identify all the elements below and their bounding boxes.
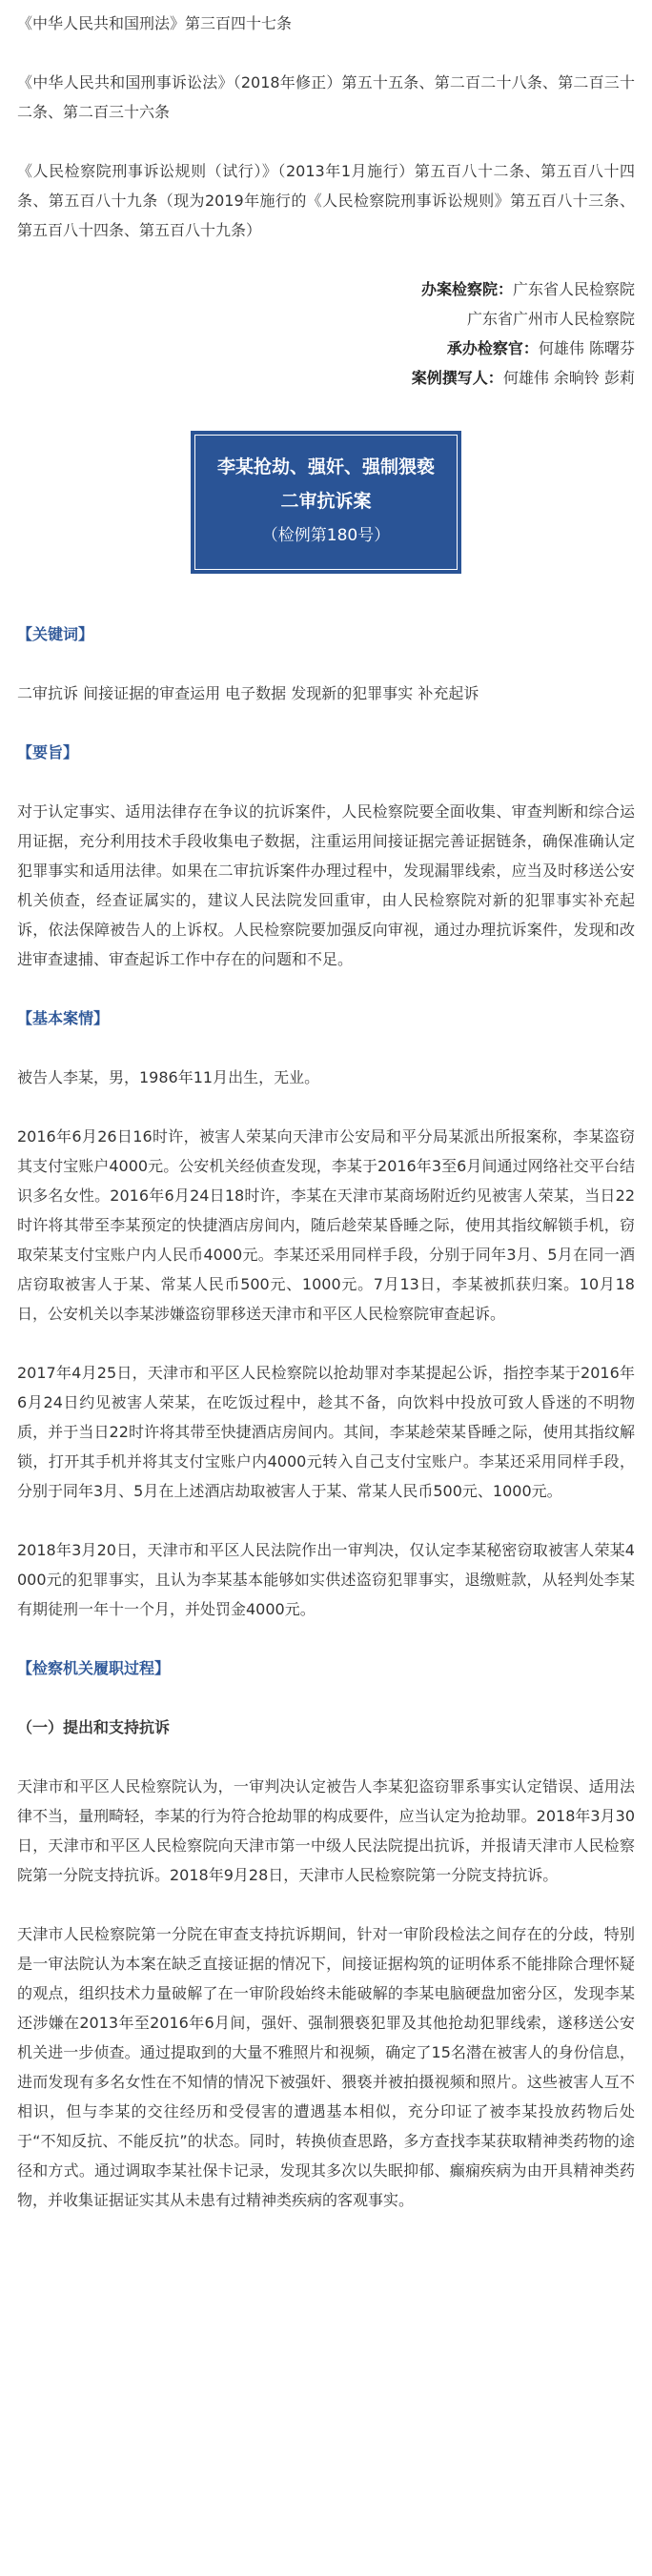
credit-writers: 何雄伟 余晌铃 彭莉	[502, 369, 635, 387]
process-heading: 【检察机关履职过程】	[17, 1659, 171, 1677]
process-subheading-1: （一）提出和支持抗诉	[17, 1718, 171, 1736]
credit-org-1: 广东省人民检察院	[512, 280, 635, 298]
credit-writer-label: 案例撰写人：	[411, 369, 503, 387]
credit-writer-row	[17, 363, 635, 393]
case-title-line2: 二审抗诉案	[280, 491, 372, 512]
legal-basis-2: 《中华人民共和国刑事诉讼法》（2018年修正）第五十五条、第二百二十八条、第二百三十二条、第二百三十六条	[17, 73, 635, 121]
case-number: （检例第180号）	[261, 526, 391, 545]
credit-org-2: 广东省广州市人民检察院	[466, 310, 635, 328]
facts-para-2: 2016年6月26日16时许，被害人荣某向天津市公安局和平分局某派出所报案称，李某盗窃其支付宝账户4000元。公安机关经侦查发现，李某于2016年3至6月间通过网络社交平台结识多名女性。2016年6月24日18时许，李某在天津市某商场附近约见被害人荣某，当日22时许将其带至李某预定的快捷酒店房间内，随后趁荣某昏睡之际，使用其指纹解锁手机，窃取荣某支付宝账户内人民币4000元。李某还采用同样手段，分别于同年3月、5月在同一酒店窃取被害人于某、常某人民币500元、1000元。7月13日，李某被抓获归案。10月18日，公安机关以李某涉嫌盗窃罪移送天津市和平区人民检察院审查起诉。	[17, 1127, 635, 1323]
facts-heading: 【基本案情】	[17, 1009, 110, 1027]
facts-para-4: 2018年3月20日，天津市和平区人民法院作出一审判决，仅认定李某秘密窃取被害人荣某4000元的犯罪事实，且认为李某基本能够如实供述盗窃犯罪事实，退缴赃款，从轻判处李某有期徒刑一年十一个月，并处罚金4000元。	[17, 1541, 635, 1618]
credit-prosecutor-row	[17, 334, 635, 363]
keywords-heading: 【关键词】	[17, 625, 94, 643]
credits-block	[17, 274, 635, 393]
credit-org-row	[17, 274, 635, 304]
legal-basis-1: 《中华人民共和国刑法》第三百四十七条	[17, 14, 293, 32]
gist-heading: 【要旨】	[17, 743, 79, 761]
gist-text: 对于认定事实、适用法律存在争议的抗诉案件，人民检察院要全面收集、审查判断和综合运用证据，充分利用技术手段收集电子数据，注重运用间接证据完善证据链条，确保准确认定犯罪事实和适用法律。如果在二审抗诉案件办理过程中，发现漏罪线索，应当及时移送公安机关侦查，经查证属实的，建议人民法院发回重审，由人民检察院对新的犯罪事实补充起诉，依法保障被告人的上诉权。人民检察院要加强反向审视，通过办理抗诉案件，发现和改进审查逮捕、审查起诉工作中存在的问题和不足。	[17, 802, 635, 968]
credit-prosecutors: 何雄伟 陈曙芬	[538, 339, 635, 357]
credit-org-label: 办案检察院：	[420, 280, 513, 298]
facts-para-1: 被告人李某，男，1986年11月出生，无业。	[17, 1068, 320, 1086]
case-title-banner	[191, 431, 461, 574]
facts-para-3: 2017年4月25日，天津市和平区人民检察院以抢劫罪对李某提起公诉，指控李某于2016年6月24日约见被害人荣某，在吃饭过程中，趁其不备，向饮料中投放可致人昏迷的不明物质，并于当日22时许将其带至快捷酒店房间内。其间，李某趁荣某昏睡之际，使用其指纹解锁，打开其手机并将其支付宝账户内4000元转入自己支付宝账户。李某还采用同样手段，分别于同年3月、5月在上述酒店劫取被害人于某、常某人民币500元、1000元。	[17, 1364, 635, 1500]
case-title-line1: 李某抢劫、强奸、强制猥亵	[216, 456, 435, 477]
process-para-2: 天津市人民检察院第一分院在审查支持抗诉期间，针对一审阶段检法之间存在的分歧，特别是一审法院认为本案在缺乏直接证据的情况下，间接证据构筑的证明体系不能排除合理怀疑的观点，组织技术力量破解了在一审阶段始终未能破解的李某电脑硬盘加密分区，发现李某还涉嫌在2013年至2016年6月间，强奸、强制猥亵犯罪及其他抢劫犯罪线索，遂移送公安机关进一步侦查。通过提取到的大量不雅照片和视频，确定了15名潜在被害人的身份信息，进而发现有多名女性在不知情的情况下被强奸、猥亵并被拍摄视频和照片。这些被害人互不相识，但与李某的交往经历和受侵害的遭遇基本相似，充分印证了被李某投放药物后处于“不知反抗、不能反抗”的状态。同时，转换侦查思路，多方查找李某获取精神类药物的途径和方式。通过调取李某社保卡记录，发现其多次以失眠抑郁、癫痫疾病为由开具精神类药物，并收集证据证实其从未患有过精神类疾病的客观事实。	[17, 1925, 635, 2209]
keywords-text: 二审抗诉 间接证据的审查运用 电子数据 发现新的犯罪事实 补充起诉	[17, 684, 479, 702]
legal-basis-3: 《人民检察院刑事诉讼规则（试行）》（2013年1月施行）第五百八十二条、第五百八十四条、第五百八十九条（现为2019年施行的《人民检察院刑事诉讼规则》第五百八十三条、第五百八十四条、第五百八十九条）	[17, 162, 635, 239]
process-para-1: 天津市和平区人民检察院认为，一审判决认定被告人李某犯盗窃罪系事实认定错误、适用法律不当，量刑畸轻，李某的行为符合抢劫罪的构成要件，应当认定为抢劫罪。2018年3月30日，天津市和平区人民检察院向天津市第一中级人民法院提出抗诉，并报请天津市人民检察院第一分院支持抗诉。2018年9月28日，天津市人民检察院第一分院支持抗诉。	[17, 1777, 635, 1884]
credit-prosecutor-label: 承办检察官：	[446, 339, 539, 357]
